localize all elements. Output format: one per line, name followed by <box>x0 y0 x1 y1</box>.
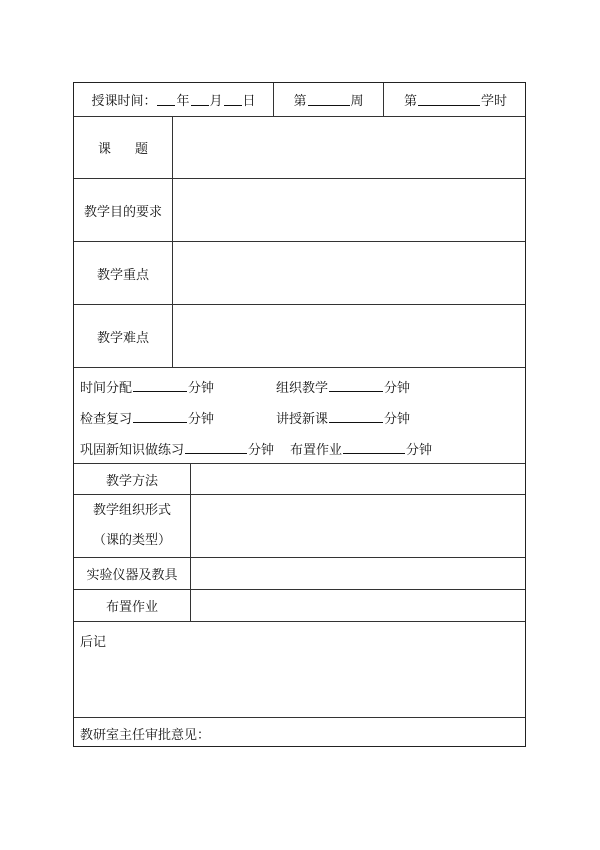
homework-label: 布置作业 <box>105 600 158 615</box>
practice-blank[interactable] <box>185 441 247 454</box>
new-lesson-label: 讲授新课 <box>276 412 329 427</box>
practice-unit: 分钟 <box>248 443 275 458</box>
method-label: 教学方法 <box>105 473 158 489</box>
objectives-label: 教学目的要求 <box>83 204 162 220</box>
date-cell <box>74 83 274 116</box>
review-unit: 分钟 <box>188 412 215 427</box>
homework-label-cell <box>74 590 191 621</box>
organization-label-2: （课的类型） <box>92 533 171 548</box>
organization-row <box>74 495 525 558</box>
difficulties-value-cell[interactable] <box>173 305 527 367</box>
week-prefix: 第 <box>293 94 307 109</box>
topic-label-b: 题 <box>135 142 149 157</box>
equipment-value-cell[interactable] <box>191 558 527 589</box>
homework-value-cell[interactable] <box>191 590 527 621</box>
organize-blank[interactable] <box>329 379 383 392</box>
homework-row <box>74 590 525 622</box>
objectives-value-cell[interactable] <box>173 179 527 241</box>
approval-row[interactable] <box>74 718 525 746</box>
assign-hw-blank[interactable] <box>343 441 405 454</box>
organization-value-cell[interactable] <box>191 495 527 557</box>
method-value-cell[interactable] <box>191 464 527 494</box>
practice-label: 巩固新知识做练习 <box>80 443 185 458</box>
time-alloc-unit: 分钟 <box>188 381 215 396</box>
assign-hw-label: 布置作业 <box>290 443 343 458</box>
method-row <box>74 464 525 495</box>
hour-prefix: 第 <box>403 94 417 109</box>
time-alloc-blank[interactable] <box>133 379 187 392</box>
difficulties-label-cell <box>74 305 173 367</box>
hour-suffix: 学时 <box>481 94 508 109</box>
key-points-label-cell <box>74 242 173 304</box>
week-cell <box>274 83 384 116</box>
lesson-plan-form <box>73 82 526 747</box>
postscript-row[interactable] <box>74 622 525 718</box>
difficulties-row <box>74 305 525 368</box>
organization-label-cell <box>74 495 191 557</box>
equipment-label: 实验仪器及教具 <box>86 568 178 583</box>
key-points-label: 教学重点 <box>96 267 149 283</box>
year-blank[interactable] <box>157 93 175 106</box>
objectives-label-cell <box>74 179 173 241</box>
organize-label: 组织教学 <box>276 381 329 396</box>
organize-unit: 分钟 <box>384 381 411 396</box>
topic-label-cell <box>74 117 173 178</box>
hour-cell <box>384 83 527 116</box>
review-label: 检查复习 <box>80 412 133 427</box>
week-suffix: 周 <box>350 94 364 109</box>
header-row <box>74 83 525 117</box>
assign-hw-unit: 分钟 <box>406 443 433 458</box>
hour-blank[interactable] <box>418 93 480 106</box>
key-points-value-cell[interactable] <box>173 242 527 304</box>
month-blank[interactable] <box>191 93 209 106</box>
day-label: 日 <box>242 94 256 109</box>
day-blank[interactable] <box>224 93 242 106</box>
topic-row <box>74 117 525 179</box>
equipment-label-cell <box>74 558 191 589</box>
key-points-row <box>74 242 525 305</box>
time-alloc-label: 时间分配 <box>80 381 133 396</box>
method-label-cell <box>74 464 191 494</box>
organization-label-1: 教学组织形式 <box>92 503 171 518</box>
month-label: 月 <box>209 94 223 109</box>
time-line-2 <box>80 408 410 427</box>
time-line-1 <box>80 377 410 396</box>
equipment-row <box>74 558 525 590</box>
postscript-label: 后记 <box>80 635 107 650</box>
date-label: 授课时间： <box>91 94 157 109</box>
new-lesson-blank[interactable] <box>329 410 383 423</box>
topic-value-cell[interactable] <box>173 117 527 178</box>
time-line-3 <box>80 439 432 458</box>
time-allocation-row <box>74 368 525 464</box>
year-label: 年 <box>176 94 190 109</box>
new-lesson-unit: 分钟 <box>384 412 411 427</box>
objectives-row <box>74 179 525 242</box>
difficulties-label: 教学难点 <box>96 330 149 346</box>
week-blank[interactable] <box>308 93 350 106</box>
review-blank[interactable] <box>133 410 187 423</box>
approval-label: 教研室主任审批意见： <box>80 728 211 743</box>
topic-label-a: 课 <box>97 142 111 157</box>
